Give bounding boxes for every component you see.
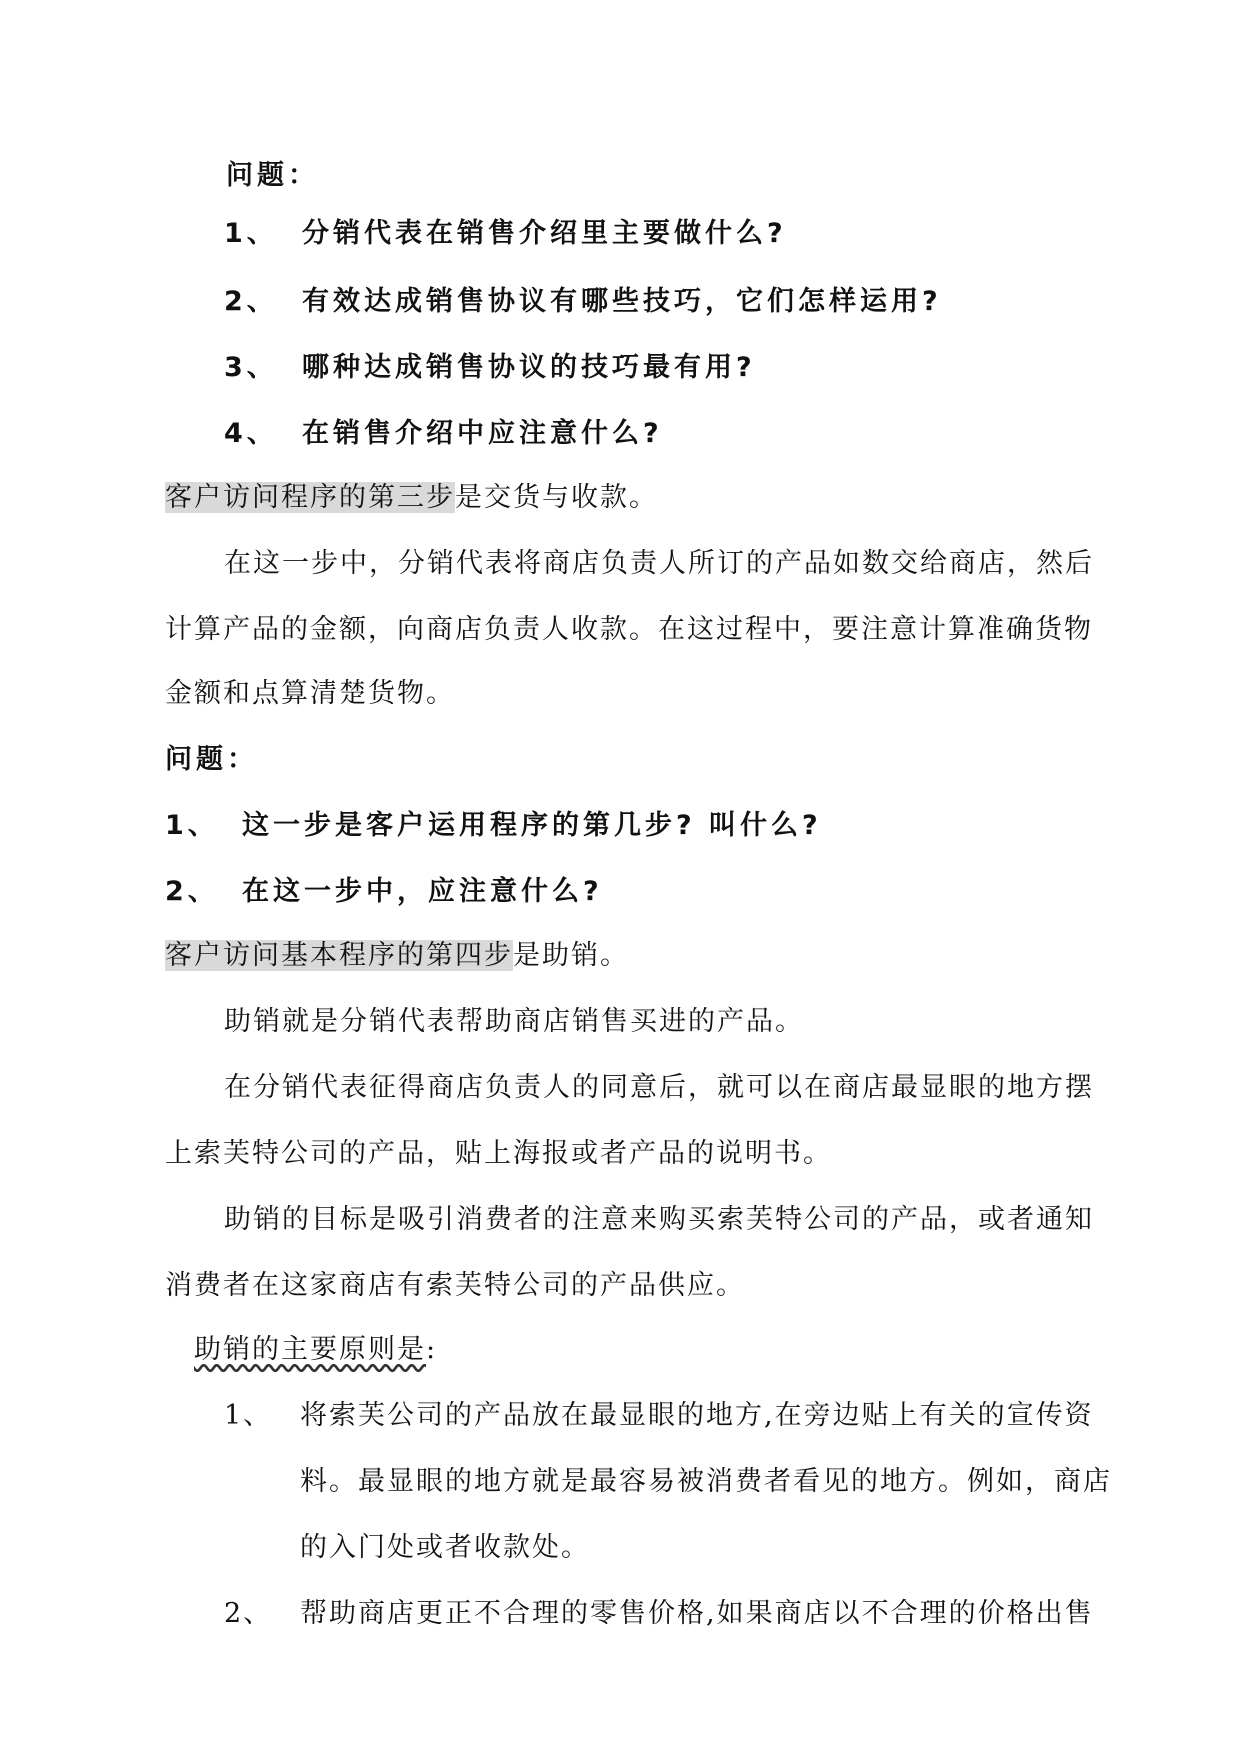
heading-rest: 是交货与收款。 xyxy=(455,482,658,513)
question-text: 在销售介绍中应注意什么? xyxy=(302,418,663,449)
heading-rest: 是助销。 xyxy=(513,940,629,971)
principles-colon: : xyxy=(426,1334,438,1365)
question-text: 哪种达成销售协议的技巧最有用? xyxy=(302,352,756,383)
principle-line: 帮助商店更正不合理的零售价格,如果商店以不合理的价格出售 xyxy=(300,1598,1094,1629)
question-number: 3、 xyxy=(224,352,278,383)
question-number: 2、 xyxy=(165,876,219,907)
paragraph-line: 金额和点算清楚货物。 xyxy=(165,678,455,709)
question-number: 1、 xyxy=(224,218,278,249)
heading-highlight: 客户访问基本程序的第四步 xyxy=(165,940,513,971)
question-heading: 问题： xyxy=(226,160,319,191)
section-heading xyxy=(165,478,658,518)
question-number: 4、 xyxy=(224,418,278,449)
paragraph-line: 助销的目标是吸引消费者的注意来购买索芙特公司的产品，或者通知 xyxy=(224,1204,1094,1235)
principle-number: 1、 xyxy=(224,1400,273,1431)
principle-line: 料。最显眼的地方就是最容易被消费者看见的地方。例如，商店 xyxy=(300,1466,1112,1497)
principle-line: 的入门处或者收款处。 xyxy=(300,1532,590,1563)
paragraph-line: 上索芙特公司的产品，贴上海报或者产品的说明书。 xyxy=(165,1138,832,1169)
question-text: 这一步是客户运用程序的第几步? 叫什么? xyxy=(242,810,822,841)
section-heading xyxy=(165,936,629,976)
question-text: 有效达成销售协议有哪些技巧，它们怎样运用? xyxy=(302,286,942,317)
principle-number: 2、 xyxy=(224,1598,273,1629)
principle-line: 将索芙公司的产品放在最显眼的地方,在旁边贴上有关的宣传资 xyxy=(300,1400,1094,1431)
question-number: 2、 xyxy=(224,286,278,317)
heading-highlight: 客户访问程序的第三步 xyxy=(165,482,455,513)
question-number: 1、 xyxy=(165,810,219,841)
paragraph-line: 助销就是分销代表帮助商店销售买进的产品。 xyxy=(224,1006,804,1037)
question-text: 分销代表在销售介绍里主要做什么? xyxy=(302,218,787,249)
paragraph-line: 消费者在这家商店有索芙特公司的产品供应。 xyxy=(165,1270,745,1301)
paragraph-line: 在分销代表征得商店负责人的同意后，就可以在商店最显眼的地方摆 xyxy=(224,1072,1094,1103)
paragraph-line: 在这一步中，分销代表将商店负责人所订的产品如数交给商店，然后 xyxy=(224,548,1094,579)
principles-heading-text: 助销的主要原则是 xyxy=(194,1334,426,1365)
question-text: 在这一步中，应注意什么? xyxy=(242,876,603,907)
principles-heading xyxy=(194,1330,437,1370)
question-heading: 问题： xyxy=(165,744,258,775)
paragraph-line: 计算产品的金额，向商店负责人收款。在这过程中，要注意计算准确货物 xyxy=(165,614,1093,645)
